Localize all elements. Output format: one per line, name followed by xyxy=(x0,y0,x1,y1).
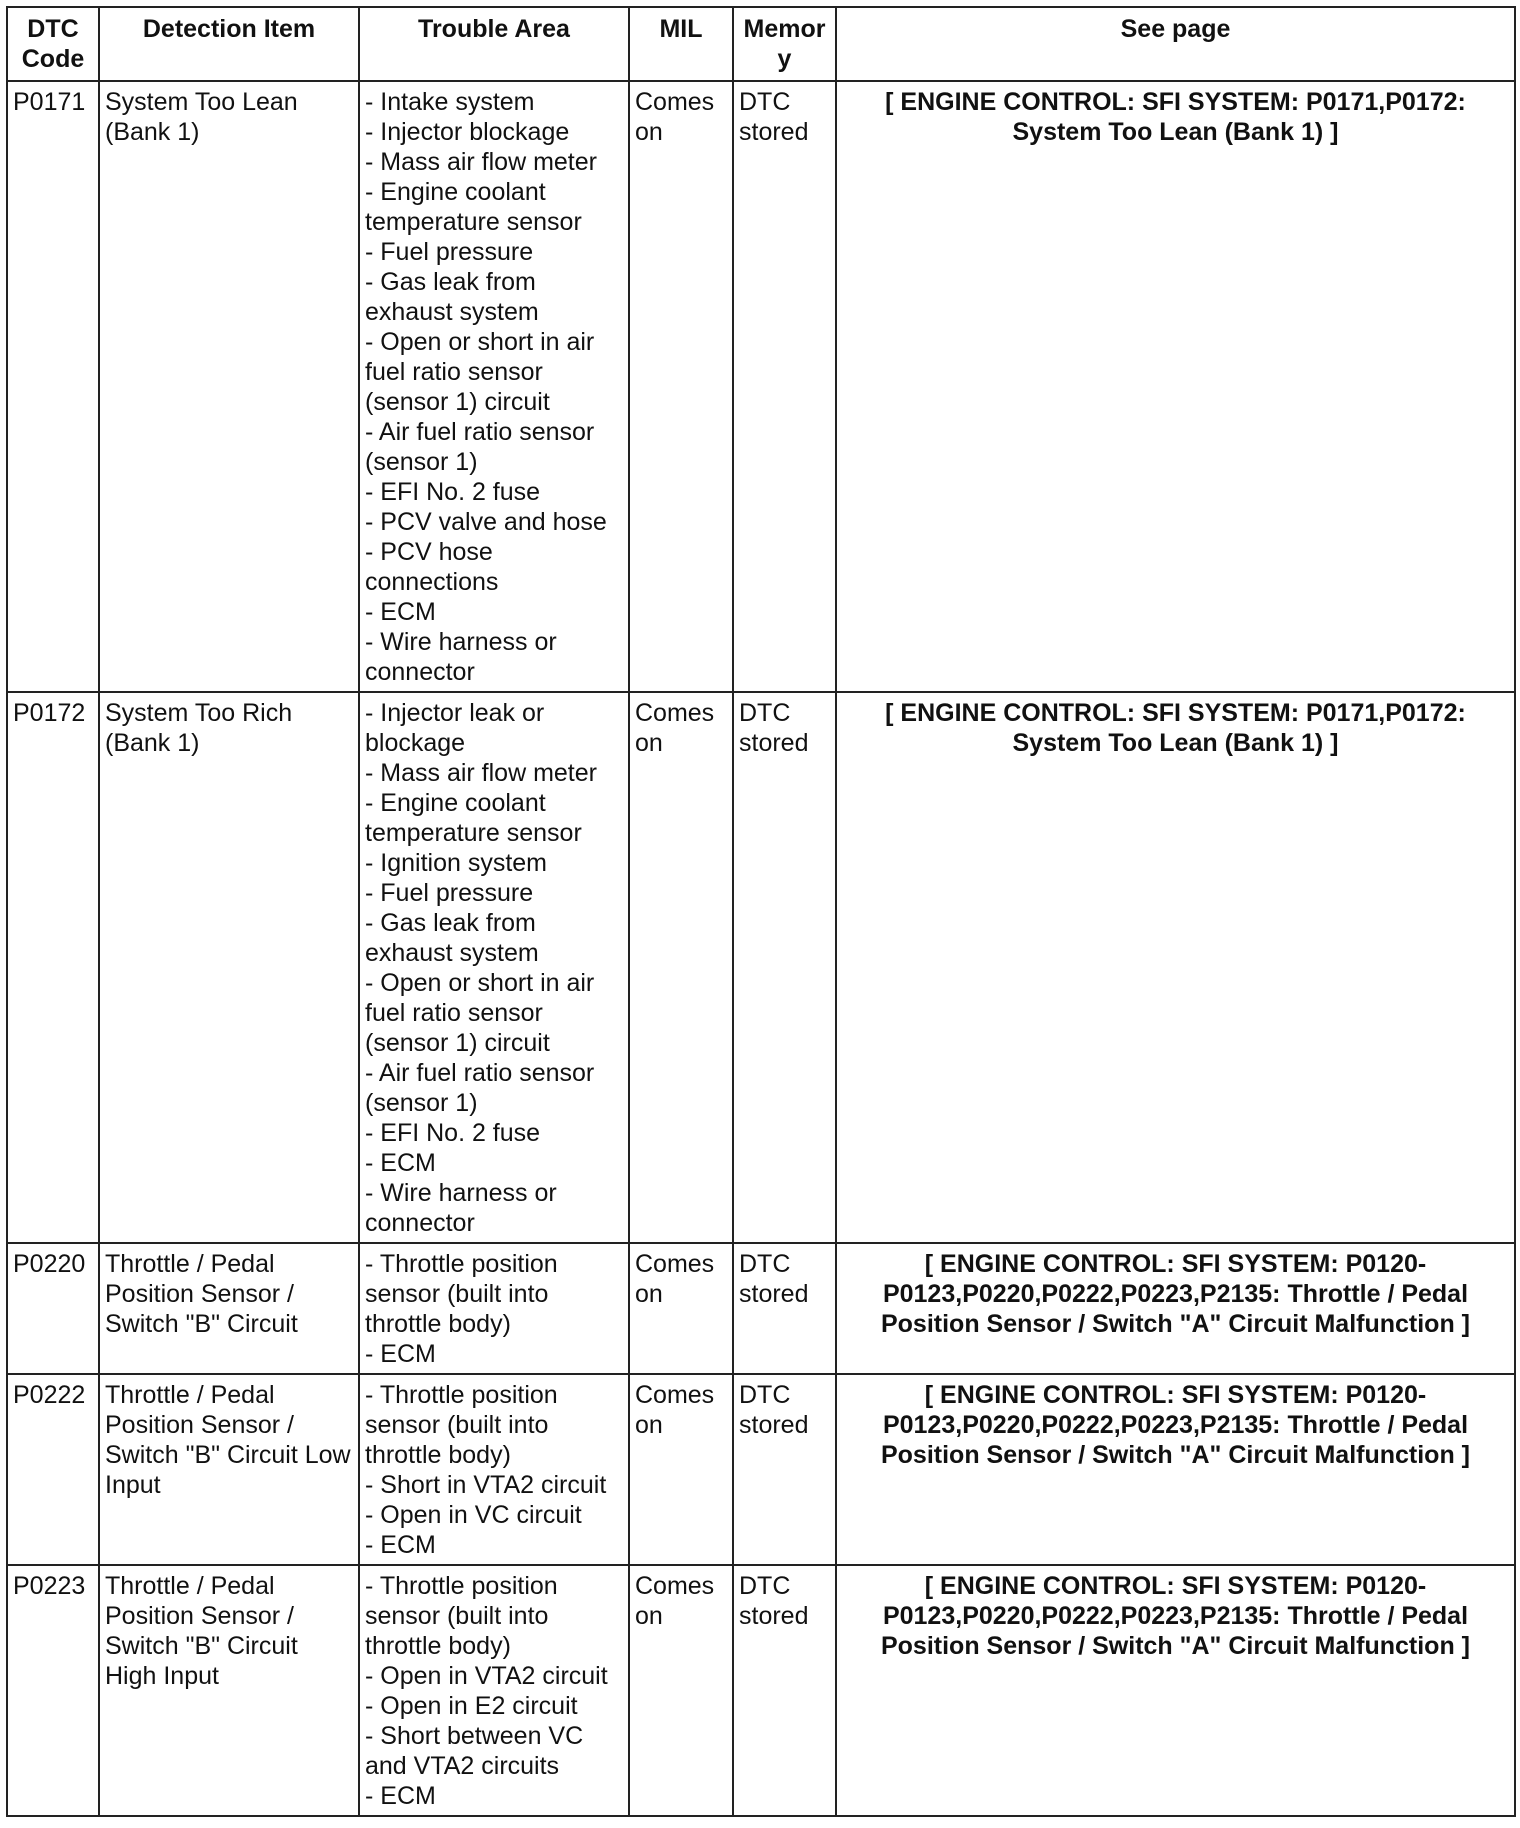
trouble-item: - Throttle position sensor (built into throttle body) xyxy=(365,1381,558,1469)
trouble-item: - Injector leak or blockage xyxy=(365,699,545,757)
trouble-item: - Gas leak from exhaust system xyxy=(365,268,539,326)
header-dtc-code: DTC Code xyxy=(7,7,99,81)
trouble-item: - EFI No. 2 fuse xyxy=(365,1119,541,1147)
trouble-item: - Fuel pressure xyxy=(365,238,534,266)
trouble-item: - Throttle position sensor (built into throttle body) xyxy=(365,1250,558,1338)
trouble-item: - PCV valve and hose xyxy=(365,508,607,536)
trouble-item: - Short in VTA2 circuit xyxy=(365,1471,607,1499)
mil-status: Comes on xyxy=(629,1374,733,1565)
header-see-page: See page xyxy=(836,7,1515,81)
trouble-item: - Injector blockage xyxy=(365,118,570,146)
memory-status: DTC stored xyxy=(733,692,836,1243)
trouble-item: - Open or short in air fuel ratio sensor (sensor 1) circuit xyxy=(365,969,595,1057)
trouble-item: - Throttle position sensor (built into throttle body) xyxy=(365,1572,558,1660)
trouble-area xyxy=(359,81,629,692)
mil-status: Comes on xyxy=(629,81,733,692)
memory-status: DTC stored xyxy=(733,1374,836,1565)
table-row xyxy=(7,692,1515,1243)
header-memory: Memory xyxy=(733,7,836,81)
trouble-item: - Mass air flow meter xyxy=(365,148,597,176)
detection-item: Throttle / Pedal Position Sensor / Switch "B" Circuit High Input xyxy=(99,1565,359,1816)
table-row xyxy=(7,1374,1515,1565)
trouble-item: - PCV hose connections xyxy=(365,538,499,596)
trouble-item: - Short between VC and VTA2 circuits xyxy=(365,1722,584,1780)
dtc-table xyxy=(6,6,1516,1817)
trouble-area xyxy=(359,692,629,1243)
table-row xyxy=(7,1243,1515,1374)
trouble-area xyxy=(359,1565,629,1816)
trouble-item: - ECM xyxy=(365,1340,436,1368)
trouble-item: - ECM xyxy=(365,1149,436,1177)
dtc-code: P0223 xyxy=(7,1565,99,1816)
trouble-item: - Wire harness or connector xyxy=(365,628,557,686)
trouble-item: - Air fuel ratio sensor (sensor 1) xyxy=(365,1059,595,1117)
trouble-item: - Open in VC circuit xyxy=(365,1501,582,1529)
trouble-item: - Open in VTA2 circuit xyxy=(365,1662,608,1690)
trouble-item: - ECM xyxy=(365,1782,436,1810)
table-header-row xyxy=(7,7,1515,81)
trouble-item: - Air fuel ratio sensor (sensor 1) xyxy=(365,418,595,476)
memory-status: DTC stored xyxy=(733,81,836,692)
trouble-item: - EFI No. 2 fuse xyxy=(365,478,541,506)
detection-item: System Too Lean (Bank 1) xyxy=(99,81,359,692)
dtc-code: P0220 xyxy=(7,1243,99,1374)
header-trouble-area: Trouble Area xyxy=(359,7,629,81)
see-page-link[interactable]: [ ENGINE CONTROL: SFI SYSTEM: P0120-P0123,P0220,P0222,P0223,P2135: Throttle / Pedal Position Sensor / Switch "A" Circuit Malfunction ] xyxy=(836,1374,1515,1565)
trouble-item: - Open in E2 circuit xyxy=(365,1692,578,1720)
see-page-link[interactable]: [ ENGINE CONTROL: SFI SYSTEM: P0171,P0172: System Too Lean (Bank 1) ] xyxy=(836,81,1515,692)
trouble-area xyxy=(359,1243,629,1374)
detection-item: Throttle / Pedal Position Sensor / Switch "B" Circuit xyxy=(99,1243,359,1374)
trouble-area xyxy=(359,1374,629,1565)
table-body xyxy=(7,81,1515,1816)
trouble-item: - Gas leak from exhaust system xyxy=(365,909,539,967)
trouble-item: - Intake system xyxy=(365,88,535,116)
trouble-item: - Mass air flow meter xyxy=(365,759,597,787)
memory-status: DTC stored xyxy=(733,1243,836,1374)
see-page-link[interactable]: [ ENGINE CONTROL: SFI SYSTEM: P0120-P0123,P0220,P0222,P0223,P2135: Throttle / Pedal Position Sensor / Switch "A" Circuit Malfunction ] xyxy=(836,1243,1515,1374)
dtc-code: P0222 xyxy=(7,1374,99,1565)
mil-status: Comes on xyxy=(629,1243,733,1374)
dtc-code: P0171 xyxy=(7,81,99,692)
trouble-item: - ECM xyxy=(365,1531,436,1559)
dtc-code: P0172 xyxy=(7,692,99,1243)
see-page-link[interactable]: [ ENGINE CONTROL: SFI SYSTEM: P0120-P0123,P0220,P0222,P0223,P2135: Throttle / Pedal Position Sensor / Switch "A" Circuit Malfunction ] xyxy=(836,1565,1515,1816)
see-page-link[interactable]: [ ENGINE CONTROL: SFI SYSTEM: P0171,P0172: System Too Lean (Bank 1) ] xyxy=(836,692,1515,1243)
header-mil: MIL xyxy=(629,7,733,81)
trouble-item: - Engine coolant temperature sensor xyxy=(365,178,582,236)
trouble-item: - Fuel pressure xyxy=(365,879,534,907)
detection-item: System Too Rich (Bank 1) xyxy=(99,692,359,1243)
trouble-item: - Engine coolant temperature sensor xyxy=(365,789,582,847)
mil-status: Comes on xyxy=(629,1565,733,1816)
mil-status: Comes on xyxy=(629,692,733,1243)
trouble-item: - Wire harness or connector xyxy=(365,1179,557,1237)
trouble-item: - Ignition system xyxy=(365,849,548,877)
trouble-item: - Open or short in air fuel ratio sensor (sensor 1) circuit xyxy=(365,328,595,416)
trouble-item: - ECM xyxy=(365,598,436,626)
table-row xyxy=(7,1565,1515,1816)
table-row xyxy=(7,81,1515,692)
header-detection-item: Detection Item xyxy=(99,7,359,81)
memory-status: DTC stored xyxy=(733,1565,836,1816)
detection-item: Throttle / Pedal Position Sensor / Switch "B" Circuit Low Input xyxy=(99,1374,359,1565)
